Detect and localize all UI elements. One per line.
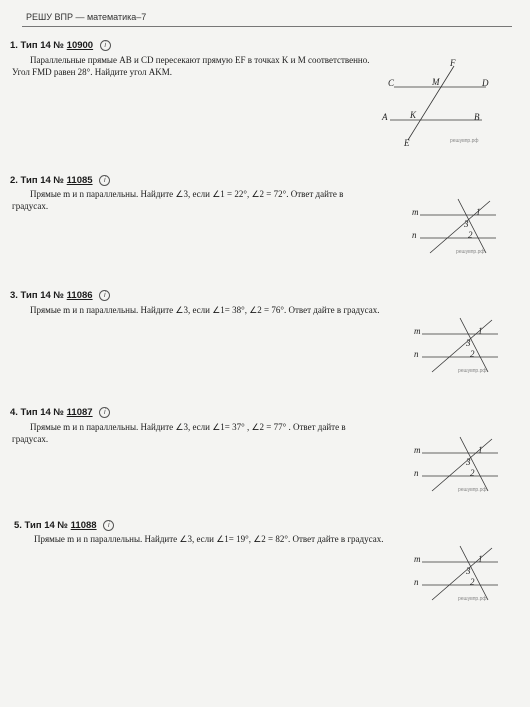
- watermark: решувпр.рф: [458, 368, 487, 374]
- figure-parallel-lines-angles: [410, 542, 500, 609]
- angle-2-label: 2: [470, 349, 475, 359]
- figure-parallel-lines-angles: [410, 433, 500, 500]
- task-title: [10, 290, 110, 301]
- figure-parallel-lines-angles: [410, 314, 500, 381]
- task-title: [10, 175, 110, 186]
- watermark: решувпр.рф: [458, 487, 487, 493]
- angle-3-label: 3: [466, 338, 471, 348]
- task-text: Параллельные прямые AB и CD пересекают прямую EF в точках K и M соответственно. Угол FMD равен 28°. Найдите угол AKM.: [12, 55, 370, 77]
- angle-1-label: 1: [478, 445, 483, 455]
- task-prefix: 3. Тип 14 №: [10, 290, 65, 301]
- angle-1-label: 1: [478, 326, 483, 336]
- angle-2-label: 2: [468, 230, 473, 240]
- task-prefix: 2. Тип 14 №: [10, 175, 65, 186]
- figure-parallel-lines-angles: [408, 195, 498, 262]
- task-text: Прямые m и n параллельны. Найдите ∠3, если ∠1= 37° , ∠2 = 77° . Ответ дайте в градусах.: [12, 422, 346, 444]
- angle-3-label: 3: [466, 457, 471, 467]
- task-title: [14, 520, 114, 531]
- angle-2-label: 2: [470, 577, 475, 587]
- label-C: C: [388, 78, 395, 88]
- figure-svg: [410, 433, 500, 495]
- label-m: m: [414, 445, 421, 455]
- info-icon[interactable]: i: [99, 407, 110, 418]
- label-A: A: [382, 112, 388, 122]
- task-prefix: 5. Тип 14 №: [14, 520, 69, 531]
- task-text: Прямые m и n параллельны. Найдите ∠3, если ∠1= 38°, ∠2 = 76°. Ответ дайте в градусах.: [30, 305, 380, 315]
- label-M: M: [432, 77, 440, 87]
- label-m: m: [414, 554, 421, 564]
- label-n: n: [414, 577, 419, 587]
- watermark: решувпр.рф: [458, 596, 487, 602]
- figure-parallel-lines-transversal: [380, 58, 490, 155]
- task-text: Прямые m и n параллельны. Найдите ∠3, если ∠1= 19°, ∠2 = 82°. Ответ дайте в градусах.: [34, 534, 384, 544]
- info-icon[interactable]: i: [103, 520, 114, 531]
- figure-svg: [410, 542, 500, 604]
- header-divider: [22, 26, 512, 27]
- label-n: n: [412, 230, 417, 240]
- angle-3-label: 3: [464, 219, 469, 229]
- angle-2-label: 2: [470, 468, 475, 478]
- page-header: РЕШУ ВПР — математика–7: [26, 12, 147, 22]
- label-n: n: [414, 349, 419, 359]
- label-F: F: [450, 58, 456, 68]
- label-D: D: [482, 78, 489, 88]
- task-number-link[interactable]: 11086: [66, 290, 93, 301]
- info-icon[interactable]: i: [100, 40, 111, 51]
- label-B: B: [474, 112, 480, 122]
- task-number-link[interactable]: 11088: [70, 520, 97, 531]
- figure-svg: [380, 58, 490, 150]
- task-text: Прямые m и n параллельны. Найдите ∠3, если ∠1 = 22°, ∠2 = 72°. Ответ дайте в градусах.: [12, 189, 344, 211]
- info-icon[interactable]: i: [99, 175, 110, 186]
- label-m: m: [412, 207, 419, 217]
- task-prefix: 1. Тип 14 №: [10, 40, 65, 51]
- task-title: [10, 40, 111, 51]
- watermark: решувпр.рф: [456, 249, 485, 255]
- info-icon[interactable]: i: [99, 290, 110, 301]
- task-title: [10, 407, 110, 418]
- angle-3-label: 3: [466, 566, 471, 576]
- figure-svg: [410, 314, 500, 376]
- figure-svg: [408, 195, 498, 257]
- task-prefix: 4. Тип 14 №: [10, 407, 65, 418]
- task-number-link[interactable]: 10900: [66, 40, 94, 51]
- label-m: m: [414, 326, 421, 336]
- label-n: n: [414, 468, 419, 478]
- watermark: решувпр.рф: [450, 138, 479, 144]
- angle-1-label: 1: [478, 554, 483, 564]
- label-K: K: [410, 110, 417, 120]
- label-E: E: [404, 138, 410, 148]
- task-number-link[interactable]: 11087: [66, 407, 93, 418]
- task-number-link[interactable]: 11085: [66, 175, 93, 186]
- angle-1-label: 1: [476, 207, 481, 217]
